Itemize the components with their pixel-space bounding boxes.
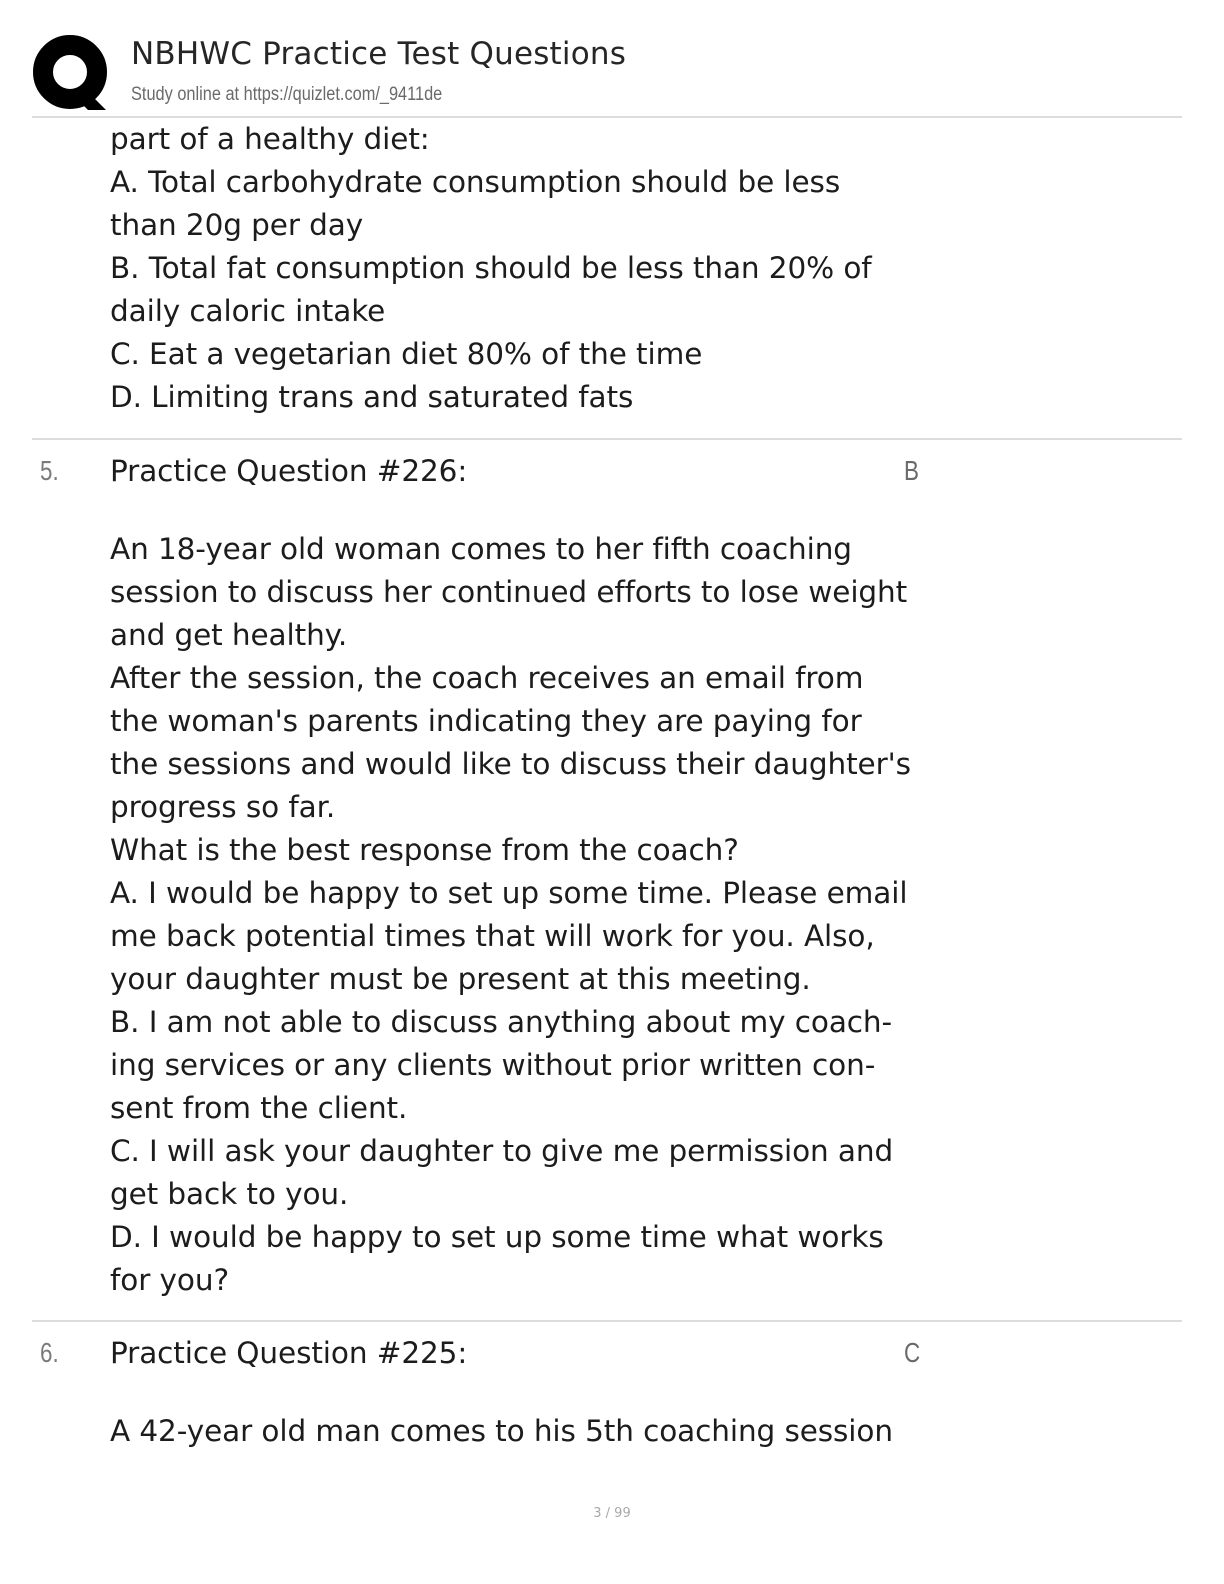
text-line: for you? (110, 1263, 230, 1297)
text-line: D. I would be happy to set up some time what works (110, 1220, 884, 1254)
question-text (110, 450, 910, 1302)
text-line: sent from the client. (110, 1091, 408, 1125)
text-line: What is the best response from the coach? (110, 833, 739, 867)
text-line (110, 1375, 910, 1410)
text-line: An 18-year old woman comes to her fifth coaching (110, 532, 852, 566)
text-line: A 42-year old man comes to his 5th coaching session (110, 1414, 893, 1448)
text-line: the sessions and would like to discuss their daughter's (110, 747, 911, 781)
continued-question-text (110, 118, 910, 419)
text-line: B. Total fat consumption should be less than 20% of (110, 251, 872, 285)
text-line: A. Total carbohydrate consumption should be less (110, 165, 841, 199)
text-line: C. Eat a vegetarian diet 80% of the time (110, 337, 703, 371)
question-heading: Practice Question #226: (110, 454, 468, 488)
text-line: part of a healthy diet: (110, 122, 430, 156)
question-text (110, 1332, 910, 1453)
text-line: A. I would be happy to set up some time. Please email (110, 876, 908, 910)
question-heading: Practice Question #225: (110, 1336, 468, 1370)
document-title: NBHWC Practice Test Questions (131, 36, 627, 72)
text-line: ing services or any clients without prior written con- (110, 1048, 876, 1082)
text-line: the woman's parents indicating they are paying for (110, 704, 862, 738)
text-line: your daughter must be present at this meeting. (110, 962, 811, 996)
question-number: 6. (40, 1337, 59, 1368)
study-online-link[interactable]: Study online at https://quizlet.com/_9411de (131, 84, 443, 105)
text-line: C. I will ask your daughter to give me permission and (110, 1134, 894, 1168)
page-number: 3 / 99 (593, 1506, 631, 1521)
question-answer: B (904, 455, 919, 486)
text-line: D. Limiting trans and saturated fats (110, 380, 634, 414)
question-divider (32, 438, 1182, 440)
text-line: get back to you. (110, 1177, 349, 1211)
text-line: and get healthy. (110, 618, 348, 652)
quizlet-logo-icon (32, 34, 110, 112)
question-number: 5. (40, 455, 59, 486)
text-line: session to discuss her continued efforts to lose weight (110, 575, 908, 609)
text-line: than 20g per day (110, 208, 364, 242)
text-line: B. I am not able to discuss anything about my coach- (110, 1005, 893, 1039)
text-line (110, 493, 910, 528)
question-answer: C (904, 1337, 921, 1368)
question-divider (32, 1320, 1182, 1322)
text-line: me back potential times that will work for you. Also, (110, 919, 875, 953)
text-line: progress so far. (110, 790, 336, 824)
text-line: daily caloric intake (110, 294, 386, 328)
text-line: After the session, the coach receives an email from (110, 661, 864, 695)
